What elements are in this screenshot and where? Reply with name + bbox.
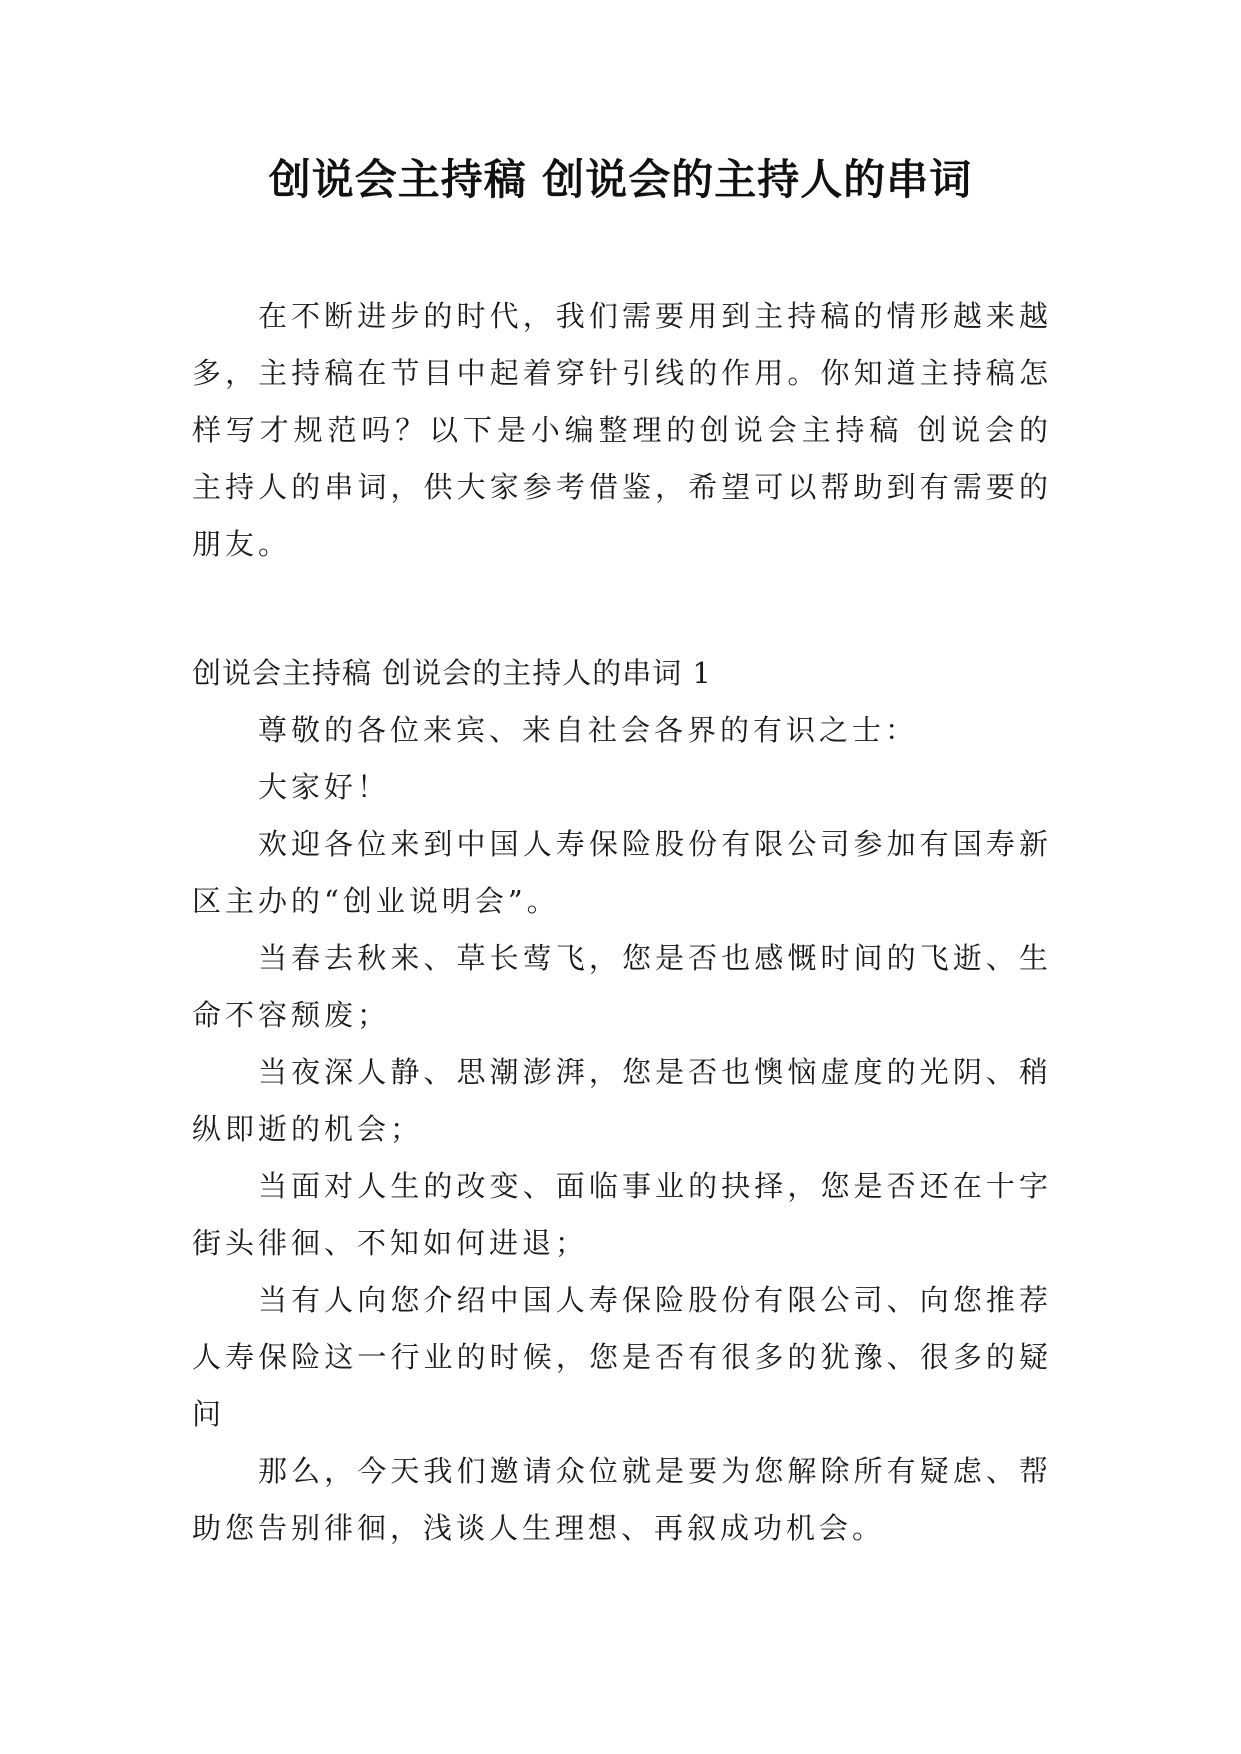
body-paragraph: 当有人向您介绍中国人寿保险股份有限公司、向您推荐人寿保险这一行业的时候，您是否有很多的犹豫、很多的疑问 (192, 1283, 1052, 1431)
document-body (192, 288, 1052, 1557)
body-paragraph: 尊敬的各位来宾、来自社会各界的有识之士： (258, 713, 919, 747)
body-paragraph: 当面对人生的改变、面临事业的抉择，您是否还在十字街头徘徊、不知如何进退； (192, 1169, 1052, 1260)
document-title: 创说会主持稿 创说会的主持人的串词 (268, 155, 973, 204)
body-paragraph: 大家好！ (258, 770, 391, 804)
body-paragraph: 那么，今天我们邀请众位就是要为您解除所有疑虑、帮助您告别徘徊，浅谈人生理想、再叙成功机会。 (192, 1454, 1052, 1545)
body-paragraph: 欢迎各位来到中国人寿保险股份有限公司参加有国寿新区主办的“创业说明会”。 (192, 827, 1052, 918)
intro-paragraph: 在不断进步的时代，我们需要用到主持稿的情形越来越多，主持稿在节目中起着穿针引线的作用。你知道主持稿怎样写才规范吗？以下是小编整理的创说会主持稿 创说会的主持人的串词，供大家参考借鉴，希望可以帮助到有需要的朋友。 (192, 299, 1052, 561)
body-paragraph: 当夜深人静、思潮澎湃，您是否也懊恼虚度的光阴、稍纵即逝的机会； (192, 1055, 1052, 1146)
body-paragraph: 当春去秋来、草长莺飞，您是否也感慨时间的飞逝、生命不容颓废； (192, 941, 1052, 1032)
section-heading: 创说会主持稿 创说会的主持人的串词 1 (192, 656, 712, 690)
